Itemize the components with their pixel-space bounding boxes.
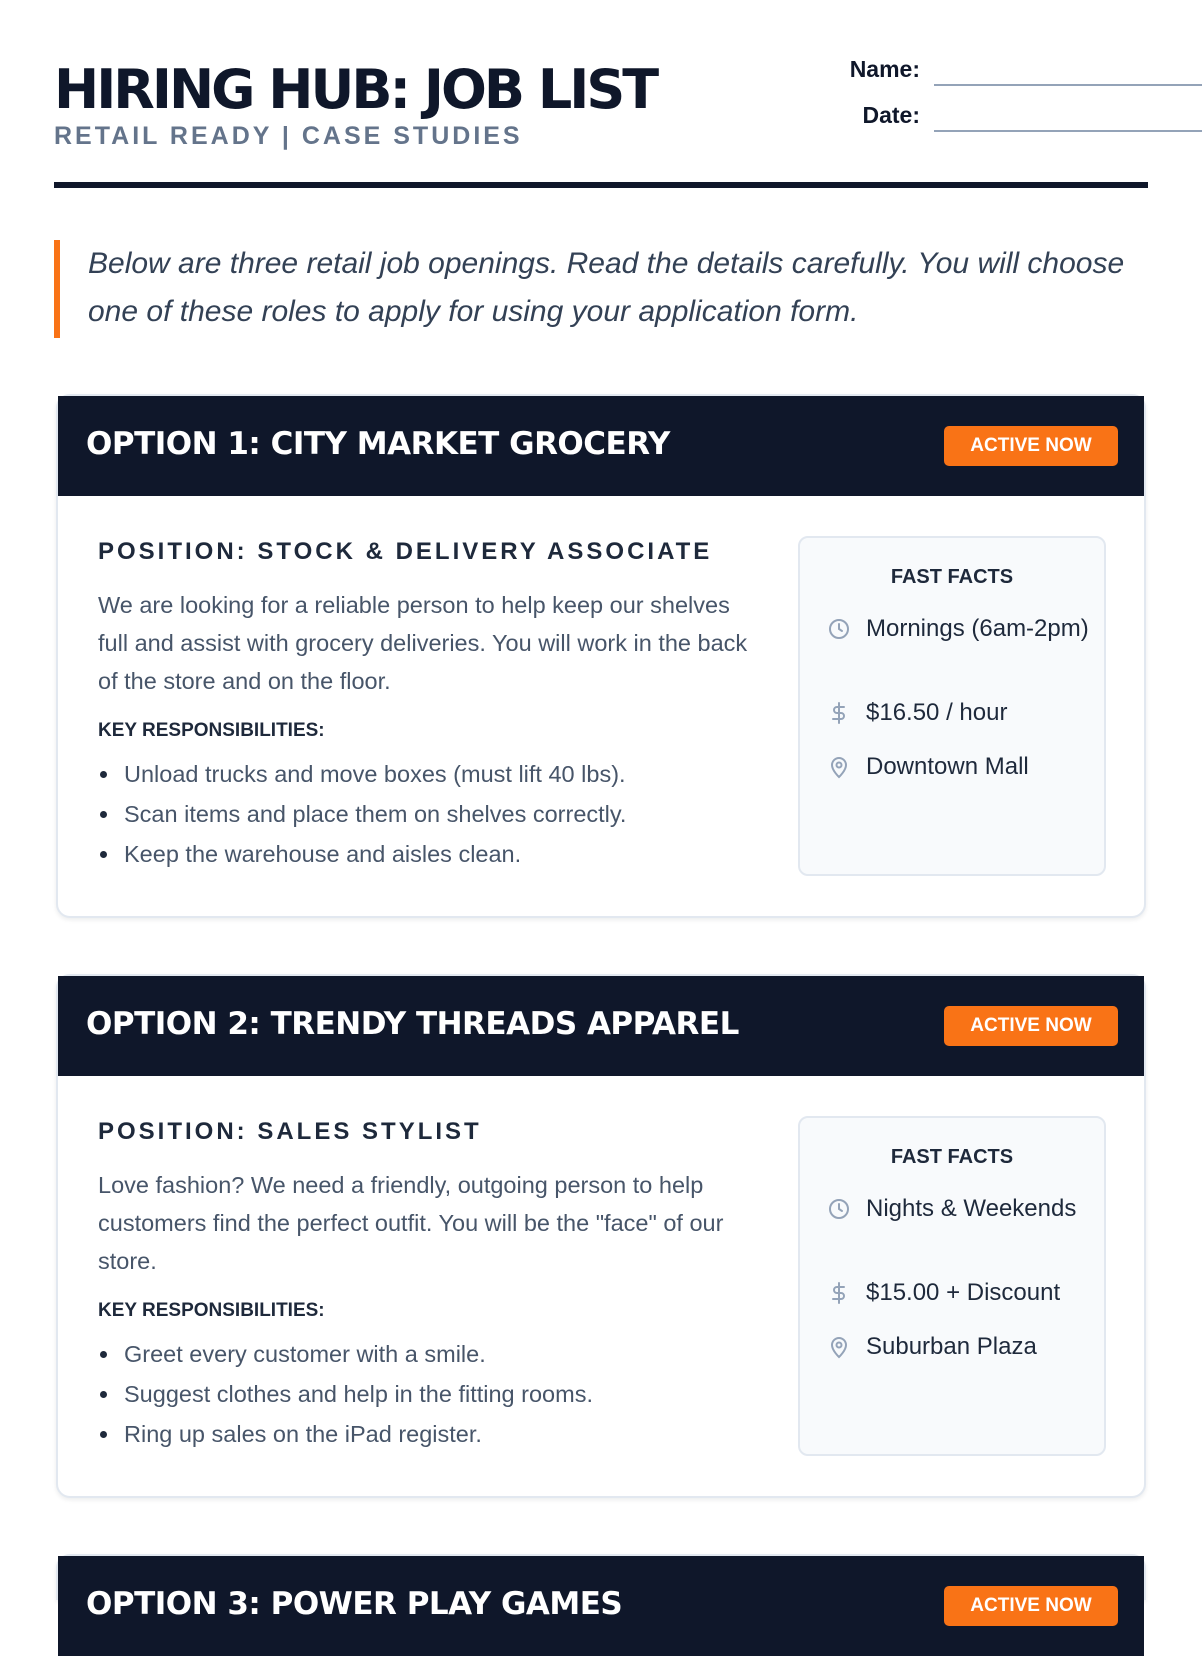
responsibilities-label: KEY RESPONSIBILITIES: — [98, 720, 325, 741]
job-title: OPTION 2: TRENDY THREADS APPAREL — [86, 1006, 739, 1042]
job-card-body — [58, 1076, 1144, 1496]
status-badge: ACTIVE NOW — [944, 426, 1118, 466]
fact-pay-text: $16.50 / hour — [866, 699, 1008, 726]
clock-icon — [826, 1196, 852, 1222]
map-pin-icon — [826, 1334, 852, 1360]
job-description: Love fashion? We need a friendly, outgoing person to help customers find the perfect outfit. You will be the "face" of our store. — [98, 1172, 724, 1274]
responsibilities-list — [98, 754, 626, 874]
fact-location — [826, 1330, 1096, 1363]
job-description: We are looking for a reliable person to help keep our shelves full and assist with grocery deliveries. You will work in the back of the store and on the floor. — [98, 592, 748, 694]
job-card-header — [58, 396, 1144, 496]
job-card-header — [58, 976, 1144, 1076]
fact-location-text: Downtown Mall — [866, 753, 1029, 780]
date-line[interactable] — [934, 130, 1202, 132]
fact-location — [826, 750, 1096, 783]
fast-facts-box — [798, 1116, 1106, 1456]
dollar-icon — [826, 700, 852, 726]
job-card-body — [58, 496, 1144, 916]
date-field[interactable] — [794, 100, 1202, 136]
fact-schedule — [826, 1192, 1096, 1225]
fact-schedule-text: Mornings (6am-2pm) — [866, 615, 1089, 642]
responsibilities-label: KEY RESPONSIBILITIES: — [98, 1300, 325, 1321]
name-line[interactable] — [934, 84, 1202, 86]
list-item: Keep the warehouse and aisles clean. — [98, 834, 626, 874]
position-title: POSITION: SALES STYLIST — [98, 1118, 482, 1145]
job-card-1 — [56, 394, 1146, 918]
fast-facts-title: FAST FACTS — [890, 566, 1014, 588]
list-item: Scan items and place them on shelves correctly. — [98, 794, 626, 834]
date-label: Date: — [862, 102, 920, 128]
responsibilities-list — [98, 1334, 593, 1454]
clock-icon — [826, 616, 852, 642]
fast-facts-box — [798, 536, 1106, 876]
fact-location-text: Suburban Plaza — [866, 1333, 1037, 1360]
intro-callout: Below are three retail job openings. Read the details carefully. You will choose one of these roles to apply for using your application form. — [54, 240, 1148, 338]
job-title: OPTION 1: CITY MARKET GROCERY — [86, 426, 670, 462]
list-item: Greet every customer with a smile. — [98, 1334, 593, 1374]
name-label: Name: — [849, 56, 920, 82]
dollar-icon — [826, 1280, 852, 1306]
map-pin-icon — [826, 754, 852, 780]
fast-facts-title: FAST FACTS — [890, 1146, 1014, 1168]
list-item: Unload trucks and move boxes (must lift 40 lbs). — [98, 754, 626, 794]
fact-pay — [826, 1276, 1096, 1309]
position-title: POSITION: STOCK & DELIVERY ASSOCIATE — [98, 538, 713, 565]
fact-pay-text: $15.00 + Discount — [866, 1279, 1061, 1306]
fact-schedule-text: Nights & Weekends — [866, 1195, 1077, 1222]
job-card-2 — [56, 974, 1146, 1498]
fact-pay — [826, 696, 1096, 729]
status-badge: ACTIVE NOW — [944, 1006, 1118, 1046]
fact-schedule — [826, 612, 1096, 645]
page-title: HIRING HUB: JOB LIST — [54, 58, 657, 121]
worksheet-header — [54, 54, 1148, 188]
job-title: OPTION 3: POWER PLAY GAMES — [86, 1586, 623, 1622]
page-subtitle: RETAIL READY | CASE STUDIES — [54, 122, 523, 150]
job-card-header — [58, 1556, 1144, 1656]
list-item: Ring up sales on the iPad register. — [98, 1414, 593, 1454]
name-field[interactable] — [794, 54, 1202, 90]
job-card-3 — [56, 1554, 1146, 1622]
status-badge: ACTIVE NOW — [944, 1586, 1118, 1626]
list-item: Suggest clothes and help in the fitting rooms. — [98, 1374, 593, 1414]
